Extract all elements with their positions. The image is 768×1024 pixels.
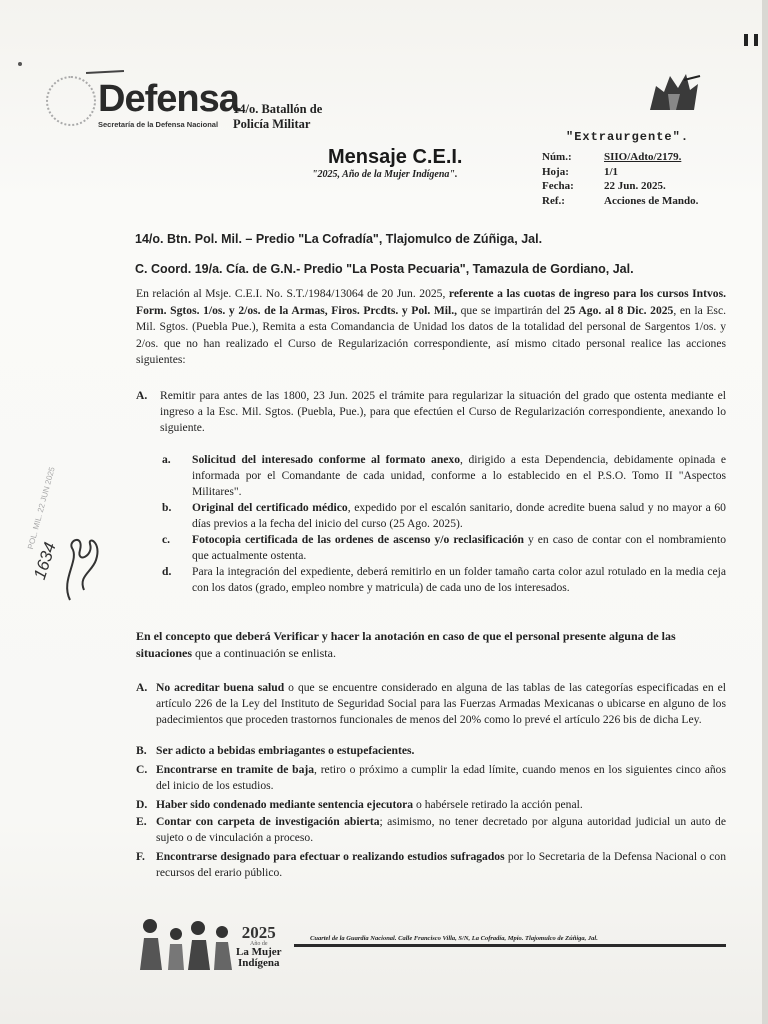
intro-paragraph xyxy=(136,286,726,369)
subitem-letter: c. xyxy=(162,533,171,546)
ref-label: Ref.: xyxy=(542,194,565,207)
urgency-label: "Extraurgente". xyxy=(566,130,690,144)
section-a xyxy=(136,388,726,436)
situation-letter: F. xyxy=(136,850,145,863)
subitem-b xyxy=(162,500,726,532)
situation-a xyxy=(136,680,726,728)
situation-d xyxy=(136,797,726,813)
footer-year: 2025 xyxy=(241,923,276,942)
situation-letter: A. xyxy=(136,681,148,694)
fecha-value: 22 Jun. 2025. xyxy=(604,180,666,192)
concept-paragraph xyxy=(136,628,726,662)
subitem-bold: Solicitud del interesado conforme al formato anexo xyxy=(192,453,461,466)
intro-bold-2: 25 Ago. al 8 Dic. 2025 xyxy=(563,303,674,317)
fecha-label: Fecha: xyxy=(542,180,574,192)
section-a-text: Remitir para antes de las 1800, 23 Jun. 2025 el trámite para regularizar la situación del grado que ostenta mediante el ingreso a la Esc. Mil. Sgtos. (Puebla, Pue.), para que efectúen el Curso de Regularización correspondiente, anexando lo siguiente. xyxy=(160,389,726,434)
subitem-text: , expedido por el escalón sanitario, donde acredite buena salud y no mayor a 60 días previos a la fecha del inicio del curso (25 Ago. 2025). xyxy=(192,501,726,530)
situation-bold: Encontrarse designado para efectuar o realizando estudios sufragados xyxy=(156,850,505,863)
subitem-text: Para la integración del expediente, deberá remitirlo en un folder tamaño carta color azul rotulado en la media ceja con los datos (grado, empleo nombre y matricula) de cada uno de los interesados. xyxy=(192,565,726,594)
hoja-label: Hoja: xyxy=(542,165,569,178)
defensa-logo xyxy=(98,80,239,129)
corner-mark xyxy=(744,34,758,46)
situation-text: o habérsele retirado la acción penal. xyxy=(413,798,583,811)
handwritten-signature-icon xyxy=(50,520,108,610)
subitem-bold: Original del certificado médico xyxy=(192,501,348,514)
seal-icon xyxy=(46,76,96,126)
situation-b xyxy=(136,743,726,759)
subitem-letter: a. xyxy=(162,453,171,466)
situation-letter: E. xyxy=(136,815,147,828)
intro-text-3: , en la Esc. Mil. Sgtos. (Puebla Pue.), Remita a esta Comandancia de Unidad los datos de la totalidad del personal de Sargentos 1/os. y 2/os. que no han realizado el Curso de Regularización correspondiente, así mismo citado personal realice las acciones siguientes: xyxy=(136,303,726,366)
addressee-2: C. Coord. 19/a. Cía. de G.N.- Predio "La Posta Pecuaria", Tamazula de Gordiano, Jal. xyxy=(135,262,634,276)
footer-ano: Año de xyxy=(250,941,268,947)
unit-name xyxy=(233,102,322,132)
concept-text: que a continuación se enlista. xyxy=(192,646,336,660)
eagle-emblem-icon xyxy=(646,70,702,114)
num-label: Núm.: xyxy=(542,151,572,163)
situation-text: por lo Secretaria de la Defensa Nacional o con recursos del erario público. xyxy=(156,850,726,879)
subitem-c xyxy=(162,532,726,564)
footer-address: Cuartel de la Guardia Nacional. Calle Francisco Villa, S/N, La Cofradía, Mpio. Tlajomulco de Zúñiga, Jal. xyxy=(310,935,598,942)
situation-bold: No acreditar buena salud xyxy=(156,681,285,694)
subitem-text: y en caso de contar con el nombramiento que actualmente ostenta. xyxy=(192,533,726,562)
situation-bold: Haber sido condenado mediante sentencia ejecutora xyxy=(156,798,414,811)
situation-bold: Encontrarse en tramite de baja xyxy=(156,763,315,776)
handwritten-number: 1634 xyxy=(30,540,60,582)
stray-mark xyxy=(18,62,22,66)
situation-e xyxy=(136,814,726,846)
situation-f xyxy=(136,849,726,881)
subitem-a xyxy=(162,452,726,500)
page-edge-shadow xyxy=(762,0,768,1024)
hoja-value: 1/1 xyxy=(604,165,619,178)
year-motto: "2025, Año de la Mujer Indígena". xyxy=(312,169,458,180)
situation-bold: Contar con carpeta de investigación abierta xyxy=(156,815,380,828)
num-value: SIIO/Adto/2179. xyxy=(604,151,682,163)
logo-subtitle: Secretaría de la Defensa Nacional xyxy=(98,120,219,129)
received-stamp: POL. MIL. 22 JUN 2025 xyxy=(26,465,57,551)
intro-text-1: En relación al Msje. C.E.I. No. S.T./1984/13064 de 20 Jun. 2025, xyxy=(136,287,449,300)
situation-text: ; asimismo, no tener decretado por alguna autoridad judicial un auto de sujeto o de vinculación a proceso. xyxy=(156,815,726,844)
situation-letter: D. xyxy=(136,798,148,811)
message-metadata xyxy=(542,150,698,208)
unit-line-1: 14/o. Batallón de xyxy=(233,102,323,116)
concept-bold: En el concepto que deberá Verificar y hacer la anotación en caso de que el personal presente alguna de las situaciones xyxy=(136,629,676,660)
situation-bold: Ser adicto a bebidas embriagantes o estupefacientes. xyxy=(156,744,415,757)
indigenous-women-illustration-icon xyxy=(136,914,236,970)
subitem-bold: Fotocopia certificada de las ordenes de ascenso y/o reclasificación xyxy=(192,533,524,546)
intro-bold-1: referente a las cuotas de ingreso para los cursos Intvos. Form. Sgtos. 1/os. y 2/os. de la Armas, Firos. Prcdts. y Pol. Mil., xyxy=(136,287,726,317)
addressee-1: 14/o. Btn. Pol. Mil. – Predio "La Cofradía", Tlajomulco de Zúñiga, Jal. xyxy=(135,232,543,246)
intro-text-2: que se impartirán del xyxy=(457,303,564,317)
unit-line-2: Policía Militar xyxy=(233,117,311,131)
subitem-letter: d. xyxy=(162,565,172,578)
footer-line-2: Indígena xyxy=(237,957,280,969)
seal-stroke xyxy=(86,70,124,74)
section-a-letter: A. xyxy=(136,389,148,402)
logo-word: Defensa xyxy=(98,78,239,120)
situation-letter: C. xyxy=(136,763,148,776)
ref-value: Acciones de Mando. xyxy=(604,194,699,207)
subitem-letter: b. xyxy=(162,501,172,514)
situation-c xyxy=(136,762,726,794)
situation-text: , retiro o próximo a cumplir la edad límite, cuando menos en los siguientes cinco años del inicio de los estudios. xyxy=(156,763,726,792)
subitem-text: , dirigido a esta Dependencia, debidamente opinada e informada por el Comandante de cada unidad, conforme a lo establecido en el P.S.O. Tomo II "Aspectos Militares". xyxy=(192,453,726,498)
footer-line-1: La Mujer xyxy=(236,946,282,958)
footer-year-logo xyxy=(236,924,282,969)
situation-letter: B. xyxy=(136,744,147,757)
situation-text: o que se encuentre considerado en alguna de las tablas de las categorías especificadas en el artículo 226 de la Ley del Instituto de Seguridad Social para las Fuerzas Armadas Mexicanas o ubicarse en alguno de los padecimientos que proceden trastornos funcionales de menos del 20% como lo prevé el artículo 226 bis de dicha Ley. xyxy=(156,681,726,726)
footer-divider xyxy=(294,944,726,947)
subitem-d xyxy=(162,564,726,596)
page-title: Mensaje C.E.I. xyxy=(328,146,463,168)
